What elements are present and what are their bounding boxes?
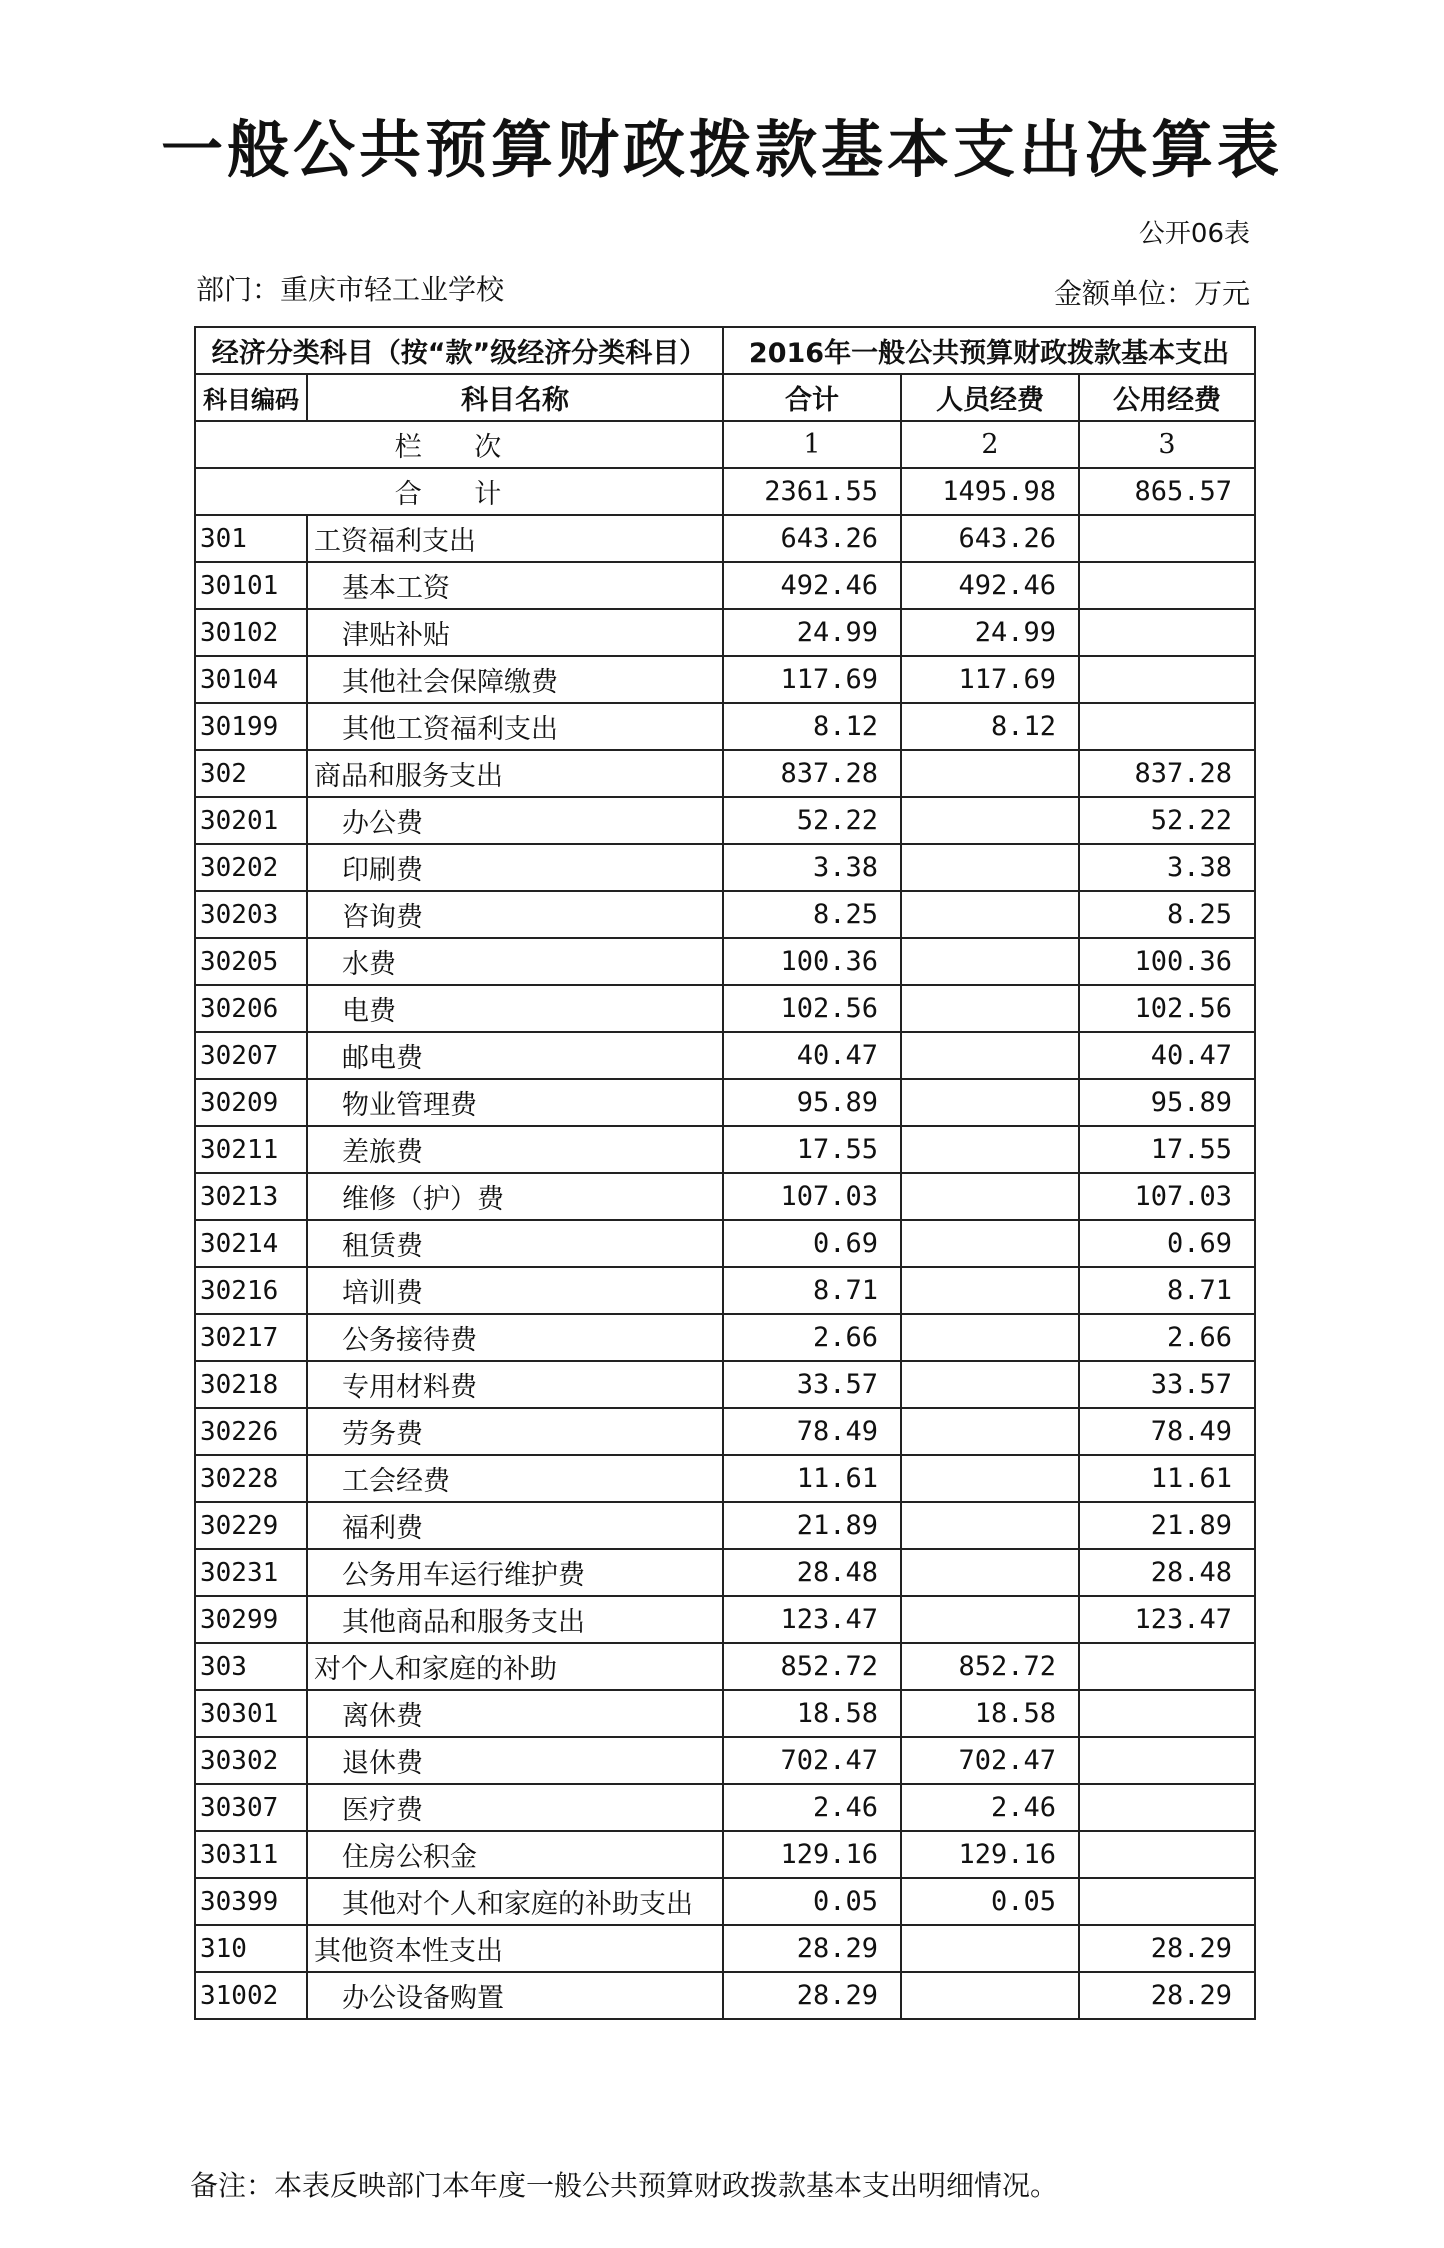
row-public: [1079, 703, 1255, 750]
row-name: 离休费: [307, 1690, 723, 1737]
page-title: 一般公共预算财政拨款基本支出决算表: [160, 113, 1283, 186]
row-total: 52.22: [723, 797, 901, 844]
row-name: 福利费: [307, 1502, 723, 1549]
row-name: 物业管理费: [307, 1079, 723, 1126]
row-total: 78.49: [723, 1408, 901, 1455]
row-personnel: [901, 1173, 1079, 1220]
row-personnel: 852.72: [901, 1643, 1079, 1690]
row-public: [1079, 1690, 1255, 1737]
row-name: 其他工资福利支出: [307, 703, 723, 750]
row-name: 商品和服务支出: [307, 750, 723, 797]
row-public: [1079, 562, 1255, 609]
row-personnel: 8.12: [901, 703, 1079, 750]
row-public: 837.28: [1079, 750, 1255, 797]
row-name: 其他资本性支出: [307, 1925, 723, 1972]
row-public: [1079, 515, 1255, 562]
row-code: 30231: [195, 1549, 307, 1596]
row-code: 30213: [195, 1173, 307, 1220]
row-name: 退休费: [307, 1737, 723, 1784]
row-code: 30205: [195, 938, 307, 985]
table-row: [195, 938, 1255, 985]
table-row: [195, 1972, 1255, 2019]
row-name: 专用材料费: [307, 1361, 723, 1408]
row-personnel: 0.05: [901, 1878, 1079, 1925]
row-code: 30202: [195, 844, 307, 891]
row-personnel: [901, 750, 1079, 797]
row-name: 水费: [307, 938, 723, 985]
table-row: [195, 1596, 1255, 1643]
row-public: 8.71: [1079, 1267, 1255, 1314]
table-row: [195, 891, 1255, 938]
header-row-columns: [195, 374, 1255, 421]
table-row: [195, 1643, 1255, 1690]
row-personnel: [901, 1596, 1079, 1643]
row-personnel: [901, 1361, 1079, 1408]
row-total: 102.56: [723, 985, 901, 1032]
row-public: 95.89: [1079, 1079, 1255, 1126]
row-name: 邮电费: [307, 1032, 723, 1079]
row-code: 30214: [195, 1220, 307, 1267]
row-public: 107.03: [1079, 1173, 1255, 1220]
row-code: 30301: [195, 1690, 307, 1737]
row-total: 3.38: [723, 844, 901, 891]
row-code: 30228: [195, 1455, 307, 1502]
header-code: 科目编码: [195, 374, 307, 421]
form-number: 公开06表: [1138, 219, 1250, 249]
row-total: 2.46: [723, 1784, 901, 1831]
row-total: 24.99: [723, 609, 901, 656]
header-category-group: 经济分类科目（按“款”级经济分类科目）: [195, 327, 723, 374]
column-number-3: 3: [1079, 421, 1255, 468]
table-row: [195, 562, 1255, 609]
table-row: [195, 1690, 1255, 1737]
row-public: 21.89: [1079, 1502, 1255, 1549]
sum-row: [195, 468, 1255, 515]
table-row: [195, 1032, 1255, 1079]
sum-personnel: 1495.98: [901, 468, 1079, 515]
row-total: 8.12: [723, 703, 901, 750]
table-row: [195, 515, 1255, 562]
row-public: 52.22: [1079, 797, 1255, 844]
table-row: [195, 1925, 1255, 1972]
row-name: 差旅费: [307, 1126, 723, 1173]
row-public: 17.55: [1079, 1126, 1255, 1173]
row-total: 95.89: [723, 1079, 901, 1126]
row-public: 0.69: [1079, 1220, 1255, 1267]
table-row: [195, 1361, 1255, 1408]
row-personnel: 24.99: [901, 609, 1079, 656]
row-total: 852.72: [723, 1643, 901, 1690]
row-public: [1079, 1878, 1255, 1925]
row-name: 公务用车运行维护费: [307, 1549, 723, 1596]
table-row: [195, 1784, 1255, 1831]
table-row: [195, 797, 1255, 844]
row-name: 工会经费: [307, 1455, 723, 1502]
row-total: 107.03: [723, 1173, 901, 1220]
row-public: [1079, 656, 1255, 703]
header-personnel: 人员经费: [901, 374, 1079, 421]
table-row: [195, 703, 1255, 750]
row-code: 30399: [195, 1878, 307, 1925]
row-public: 123.47: [1079, 1596, 1255, 1643]
row-total: 117.69: [723, 656, 901, 703]
row-name: 办公设备购置: [307, 1972, 723, 2019]
table-row: [195, 1455, 1255, 1502]
header-total: 合计: [723, 374, 901, 421]
row-personnel: [901, 1972, 1079, 2019]
row-personnel: [901, 985, 1079, 1032]
row-total: 28.29: [723, 1972, 901, 2019]
row-code: 30229: [195, 1502, 307, 1549]
row-total: 837.28: [723, 750, 901, 797]
footnote: 备注：本表反映部门本年度一般公共预算财政拨款基本支出明细情况。: [190, 2169, 1059, 2202]
row-code: 30218: [195, 1361, 307, 1408]
row-name: 医疗费: [307, 1784, 723, 1831]
row-public: 11.61: [1079, 1455, 1255, 1502]
row-public: 8.25: [1079, 891, 1255, 938]
header-row-groups: [195, 327, 1255, 374]
row-personnel: [901, 1925, 1079, 1972]
row-total: 643.26: [723, 515, 901, 562]
row-personnel: [901, 1502, 1079, 1549]
row-name: 工资福利支出: [307, 515, 723, 562]
row-code: 30207: [195, 1032, 307, 1079]
row-total: 28.48: [723, 1549, 901, 1596]
header-year-group: 2016年一般公共预算财政拨款基本支出: [723, 327, 1255, 374]
table-row: [195, 1220, 1255, 1267]
row-public: 28.29: [1079, 1925, 1255, 1972]
table-row: [195, 1079, 1255, 1126]
row-code: 301: [195, 515, 307, 562]
row-personnel: 2.46: [901, 1784, 1079, 1831]
expenditure-table: [194, 326, 1256, 2020]
row-total: 123.47: [723, 1596, 901, 1643]
row-personnel: 643.26: [901, 515, 1079, 562]
table-row: [195, 1831, 1255, 1878]
row-code: 30102: [195, 609, 307, 656]
column-number-label: 栏 次: [195, 421, 723, 468]
row-total: 28.29: [723, 1925, 901, 1972]
row-name: 维修（护）费: [307, 1173, 723, 1220]
row-code: 30311: [195, 1831, 307, 1878]
row-total: 0.05: [723, 1878, 901, 1925]
table-row: [195, 656, 1255, 703]
row-code: 302: [195, 750, 307, 797]
header-public: 公用经费: [1079, 374, 1255, 421]
row-name: 基本工资: [307, 562, 723, 609]
row-total: 129.16: [723, 1831, 901, 1878]
table-row: [195, 1408, 1255, 1455]
row-public: [1079, 609, 1255, 656]
sum-total: 2361.55: [723, 468, 901, 515]
row-public: 2.66: [1079, 1314, 1255, 1361]
header-name: 科目名称: [307, 374, 723, 421]
row-personnel: [901, 891, 1079, 938]
table-row: [195, 844, 1255, 891]
department-label: 部门：重庆市轻工业学校: [196, 273, 505, 306]
row-total: 8.71: [723, 1267, 901, 1314]
row-total: 40.47: [723, 1032, 901, 1079]
row-total: 11.61: [723, 1455, 901, 1502]
row-personnel: [901, 1126, 1079, 1173]
row-code: 30226: [195, 1408, 307, 1455]
row-code: 310: [195, 1925, 307, 1972]
row-personnel: [901, 1408, 1079, 1455]
row-personnel: [901, 1220, 1079, 1267]
row-public: 40.47: [1079, 1032, 1255, 1079]
row-total: 17.55: [723, 1126, 901, 1173]
amount-unit-label: 金额单位：万元: [1053, 277, 1250, 310]
row-total: 33.57: [723, 1361, 901, 1408]
table-row: [195, 609, 1255, 656]
column-number-1: 1: [723, 421, 901, 468]
row-personnel: 117.69: [901, 656, 1079, 703]
row-code: 30101: [195, 562, 307, 609]
row-code: 30206: [195, 985, 307, 1032]
row-code: 303: [195, 1643, 307, 1690]
row-public: 78.49: [1079, 1408, 1255, 1455]
row-public: 33.57: [1079, 1361, 1255, 1408]
row-name: 公务接待费: [307, 1314, 723, 1361]
row-public: [1079, 1643, 1255, 1690]
table-body: [195, 327, 1255, 2019]
row-name: 电费: [307, 985, 723, 1032]
row-personnel: 129.16: [901, 1831, 1079, 1878]
table-row: [195, 750, 1255, 797]
row-name: 租赁费: [307, 1220, 723, 1267]
table-row: [195, 1737, 1255, 1784]
row-code: 30203: [195, 891, 307, 938]
sum-public: 865.57: [1079, 468, 1255, 515]
table-row: [195, 1502, 1255, 1549]
row-total: 702.47: [723, 1737, 901, 1784]
row-public: 28.48: [1079, 1549, 1255, 1596]
row-name: 办公费: [307, 797, 723, 844]
table-row: [195, 1173, 1255, 1220]
row-total: 2.66: [723, 1314, 901, 1361]
sum-label: 合 计: [195, 468, 723, 515]
row-code: 30211: [195, 1126, 307, 1173]
row-public: [1079, 1737, 1255, 1784]
row-total: 8.25: [723, 891, 901, 938]
table-row: [195, 1549, 1255, 1596]
row-public: 102.56: [1079, 985, 1255, 1032]
row-code: 30216: [195, 1267, 307, 1314]
column-number-row: [195, 421, 1255, 468]
row-personnel: [901, 1079, 1079, 1126]
row-code: 30104: [195, 656, 307, 703]
row-code: 30307: [195, 1784, 307, 1831]
row-personnel: [901, 938, 1079, 985]
row-name: 其他商品和服务支出: [307, 1596, 723, 1643]
row-code: 30199: [195, 703, 307, 750]
row-name: 咨询费: [307, 891, 723, 938]
row-personnel: [901, 1267, 1079, 1314]
row-code: 30217: [195, 1314, 307, 1361]
row-personnel: 492.46: [901, 562, 1079, 609]
table-row: [195, 985, 1255, 1032]
row-total: 21.89: [723, 1502, 901, 1549]
row-personnel: [901, 797, 1079, 844]
row-total: 18.58: [723, 1690, 901, 1737]
row-public: [1079, 1831, 1255, 1878]
row-public: [1079, 1784, 1255, 1831]
row-name: 其他对个人和家庭的补助支出: [307, 1878, 723, 1925]
row-code: 30302: [195, 1737, 307, 1784]
table-row: [195, 1878, 1255, 1925]
row-name: 津贴补贴: [307, 609, 723, 656]
row-personnel: [901, 1549, 1079, 1596]
row-public: 28.29: [1079, 1972, 1255, 2019]
row-code: 31002: [195, 1972, 307, 2019]
row-code: 30299: [195, 1596, 307, 1643]
column-number-2: 2: [901, 421, 1079, 468]
table-row: [195, 1267, 1255, 1314]
row-name: 劳务费: [307, 1408, 723, 1455]
row-name: 印刷费: [307, 844, 723, 891]
row-code: 30201: [195, 797, 307, 844]
row-personnel: 18.58: [901, 1690, 1079, 1737]
row-personnel: [901, 844, 1079, 891]
row-code: 30209: [195, 1079, 307, 1126]
row-public: 3.38: [1079, 844, 1255, 891]
row-personnel: [901, 1455, 1079, 1502]
row-personnel: 702.47: [901, 1737, 1079, 1784]
row-total: 0.69: [723, 1220, 901, 1267]
row-personnel: [901, 1314, 1079, 1361]
row-total: 492.46: [723, 562, 901, 609]
row-name: 培训费: [307, 1267, 723, 1314]
row-name: 住房公积金: [307, 1831, 723, 1878]
row-total: 100.36: [723, 938, 901, 985]
table-row: [195, 1126, 1255, 1173]
row-personnel: [901, 1032, 1079, 1079]
row-name: 对个人和家庭的补助: [307, 1643, 723, 1690]
table-row: [195, 1314, 1255, 1361]
row-public: 100.36: [1079, 938, 1255, 985]
row-name: 其他社会保障缴费: [307, 656, 723, 703]
